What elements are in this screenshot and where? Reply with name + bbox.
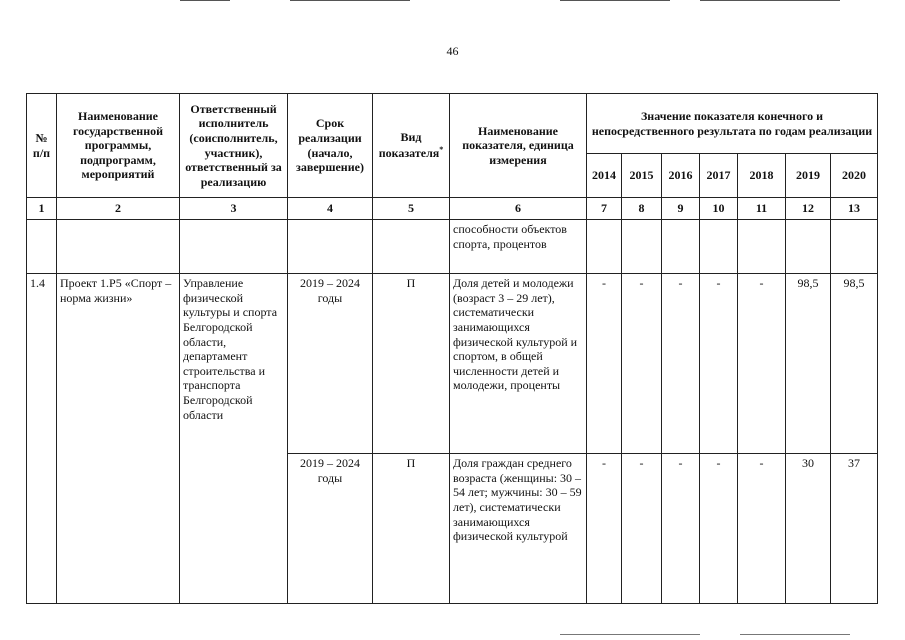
scan-edge-line [560,634,700,635]
header-program-name: Наименование государственной программы, подпрограмм, мероприятий [57,94,180,198]
header-year: 2018 [738,154,786,198]
column-number: 10 [700,198,738,220]
scan-edge-line [700,0,840,1]
indicator-kind-cell [373,220,450,274]
scan-edge-line [740,634,850,635]
term-cell: 2019 – 2024 годы [288,274,373,454]
indicator-name-cell: Доля граждан среднего возраста (женщины: 30 – 54 лет; мужчины: 30 – 59 лет), систематически занимающихся физической культурой [450,454,587,604]
column-number: 5 [373,198,450,220]
row-number-cell [27,220,57,274]
column-number: 2 [57,198,180,220]
scan-edge-line [560,0,670,1]
header-year: 2020 [831,154,878,198]
value-cell: - [700,274,738,454]
value-cell: - [622,274,662,454]
header-indicator-kind: Вид показателя* [373,94,450,198]
value-cell: - [587,274,622,454]
value-cell [700,220,738,274]
header-year: 2014 [587,154,622,198]
value-cell [786,220,831,274]
value-cell: 30 [786,454,831,604]
column-number: 8 [622,198,662,220]
indicator-kind-cell: П [373,454,450,604]
header-indicator-name: Наименование показателя, единица измерения [450,94,587,198]
indicators-table [26,93,878,604]
header-term: Срок реализации (начало, завершение) [288,94,373,198]
column-number: 3 [180,198,288,220]
value-cell: - [622,454,662,604]
value-cell: - [700,454,738,604]
header-year: 2016 [662,154,700,198]
table-row [27,274,878,454]
term-cell: 2019 – 2024 годы [288,454,373,604]
value-cell [831,220,878,274]
value-cell: - [587,454,622,604]
scan-edge-line [290,0,410,1]
indicator-kind-cell: П [373,274,450,454]
value-cell [662,220,700,274]
executor-cell: Управление физической культуры и спорта Белгородской области, департамент строительства и транспорта Белгородской области [180,274,288,604]
value-cell: - [738,454,786,604]
executor-cell [180,220,288,274]
column-number: 6 [450,198,587,220]
column-number: 11 [738,198,786,220]
column-number-row [27,198,878,220]
header-executor: Ответственный исполнитель (соисполнитель, участник), ответственный за реализацию [180,94,288,198]
row-number-cell: 1.4 [27,274,57,604]
header-number: № п/п [27,94,57,198]
value-cell: - [662,454,700,604]
indicator-name-cell: способности объектов спорта, процентов [450,220,587,274]
footnote-mark: * [439,145,444,154]
column-number: 1 [27,198,57,220]
scan-edge-line [180,0,230,1]
indicator-name-cell: Доля детей и молодежи (возраст 3 – 29 лет), систематически занимающихся физической культурой и спортом, в общей численности детей и молодежи, проценты [450,274,587,454]
value-cell [738,220,786,274]
column-number: 12 [786,198,831,220]
term-cell [288,220,373,274]
column-number: 7 [587,198,622,220]
header-year: 2019 [786,154,831,198]
header-year: 2015 [622,154,662,198]
value-cell [622,220,662,274]
program-name-cell [57,220,180,274]
table-row [27,220,878,274]
program-name-cell: Проект 1.Р5 «Спорт – норма жизни» [57,274,180,604]
column-number: 13 [831,198,878,220]
page-number: 46 [446,44,459,58]
value-cell: - [662,274,700,454]
header-values-by-year: Значение показателя конечного и непосредственного результата по годам реализации [587,94,878,154]
value-cell: - [738,274,786,454]
value-cell: 37 [831,454,878,604]
column-number: 9 [662,198,700,220]
value-cell: 98,5 [831,274,878,454]
value-cell [587,220,622,274]
header-year: 2017 [700,154,738,198]
value-cell: 98,5 [786,274,831,454]
column-number: 4 [288,198,373,220]
